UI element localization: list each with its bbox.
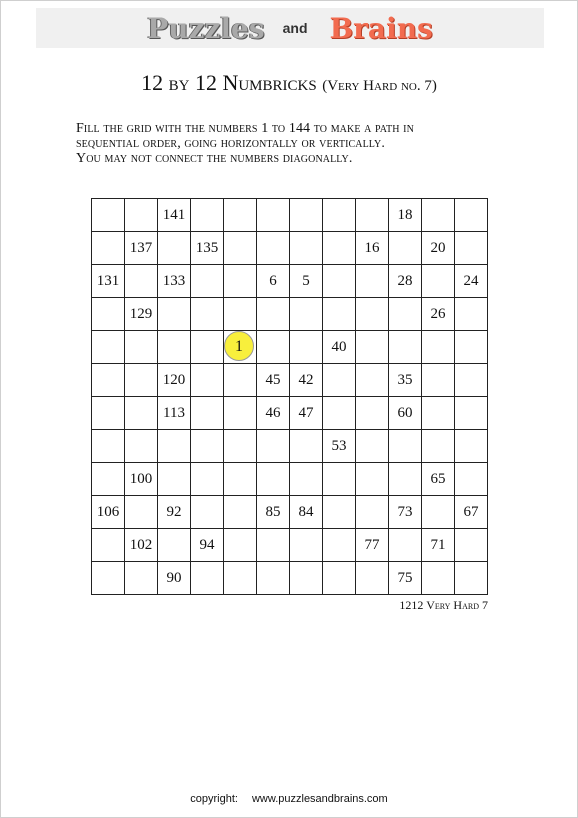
grid-cell-empty[interactable] — [422, 430, 455, 463]
grid-row — [92, 397, 488, 430]
grid-cell-empty[interactable] — [455, 562, 488, 595]
grid-cell-empty[interactable] — [290, 430, 323, 463]
grid-cell-empty[interactable] — [455, 430, 488, 463]
grid-cell-given: 113 — [158, 397, 191, 430]
grid-cell-empty[interactable] — [323, 529, 356, 562]
grid-cell-empty[interactable] — [191, 364, 224, 397]
grid-cell-empty[interactable] — [290, 232, 323, 265]
grid-cell-empty[interactable] — [224, 430, 257, 463]
grid-cell-empty[interactable] — [389, 529, 422, 562]
grid-cell-empty[interactable] — [356, 397, 389, 430]
grid-cell-empty[interactable] — [224, 463, 257, 496]
grid-row — [92, 265, 488, 298]
brand-and-text: and — [282, 20, 308, 36]
grid-cell-empty[interactable] — [191, 496, 224, 529]
grid-cell-empty[interactable] — [125, 496, 158, 529]
grid-cell-empty[interactable] — [158, 331, 191, 364]
grid-cell-given: 102 — [125, 529, 158, 562]
grid-cell-given: 75 — [389, 562, 422, 595]
grid-cell-given: 42 — [290, 364, 323, 397]
grid-cell-empty[interactable] — [158, 463, 191, 496]
grid-cell-empty[interactable] — [356, 298, 389, 331]
grid-cell-empty[interactable] — [422, 331, 455, 364]
brand-brains-logo: Brains — [329, 11, 433, 45]
grid-cell-empty[interactable] — [389, 463, 422, 496]
title-sub: (Very Hard no. 7) — [322, 78, 437, 94]
brand-banner — [36, 8, 544, 48]
grid-cell-given: 5 — [290, 265, 323, 298]
grid-cell-empty[interactable] — [224, 496, 257, 529]
grid-cell-empty[interactable] — [455, 364, 488, 397]
grid-cell-empty[interactable] — [92, 463, 125, 496]
grid-cell-empty[interactable] — [224, 364, 257, 397]
grid-cell-empty[interactable] — [257, 529, 290, 562]
grid-cell-empty[interactable] — [224, 298, 257, 331]
grid-cell-empty[interactable] — [323, 199, 356, 232]
grid-cell-given: 18 — [389, 199, 422, 232]
grid-cell-given: 129 — [125, 298, 158, 331]
grid-cell-given: 60 — [389, 397, 422, 430]
grid-cell-empty[interactable] — [224, 562, 257, 595]
grid-cell-empty[interactable] — [191, 298, 224, 331]
grid-cell-empty[interactable] — [290, 331, 323, 364]
grid-cell-empty[interactable] — [323, 463, 356, 496]
grid-cell-given: 24 — [455, 265, 488, 298]
grid-cell-empty[interactable] — [356, 463, 389, 496]
grid-cell-empty[interactable] — [257, 463, 290, 496]
grid-cell-empty[interactable] — [191, 199, 224, 232]
grid-cell-given: 100 — [125, 463, 158, 496]
start-number-circle: 1 — [224, 331, 254, 361]
grid-cell-empty[interactable] — [224, 529, 257, 562]
grid-cell-empty[interactable] — [290, 562, 323, 595]
grid-row — [92, 199, 488, 232]
grid-row — [92, 232, 488, 265]
grid-cell-given: 35 — [389, 364, 422, 397]
grid-cell-empty[interactable] — [125, 199, 158, 232]
grid-cell-empty[interactable] — [125, 265, 158, 298]
grid-cell-given: 47 — [290, 397, 323, 430]
grid-cell-empty[interactable] — [389, 232, 422, 265]
grid-row — [92, 331, 488, 364]
grid-cell-empty[interactable] — [290, 463, 323, 496]
grid-cell-given: 135 — [191, 232, 224, 265]
grid-cell-empty[interactable] — [389, 430, 422, 463]
grid-cell-empty[interactable] — [257, 430, 290, 463]
title-main: 12 by 12 Numbricks — [141, 70, 317, 95]
grid-cell-empty[interactable] — [125, 430, 158, 463]
grid-cell-given: 26 — [422, 298, 455, 331]
copyright-footer — [0, 793, 578, 805]
grid-cell-empty[interactable] — [92, 199, 125, 232]
grid-cell-empty[interactable] — [422, 265, 455, 298]
grid-cell-empty[interactable] — [92, 529, 125, 562]
grid-cell-empty[interactable] — [191, 397, 224, 430]
grid-cell-empty[interactable] — [356, 562, 389, 595]
grid-cell-given: 84 — [290, 496, 323, 529]
grid-cell-given: 85 — [257, 496, 290, 529]
grid-cell-empty[interactable] — [455, 298, 488, 331]
grid-cell-empty[interactable] — [290, 298, 323, 331]
grid-cell-empty[interactable] — [455, 232, 488, 265]
grid-cell-empty[interactable] — [125, 562, 158, 595]
grid-cell-given: 133 — [158, 265, 191, 298]
copyright-url[interactable]: www.puzzlesandbrains.com — [251, 793, 388, 805]
grid-cell-empty[interactable] — [257, 199, 290, 232]
grid-cell-given: 71 — [422, 529, 455, 562]
grid-cell-empty[interactable] — [323, 232, 356, 265]
grid-cell-empty[interactable] — [455, 463, 488, 496]
grid-cell-empty[interactable] — [257, 562, 290, 595]
grid-row — [92, 529, 488, 562]
grid-cell-given: 16 — [356, 232, 389, 265]
grid-cell-given: 137 — [125, 232, 158, 265]
copyright-label: copyright: — [190, 793, 238, 805]
grid-cell-empty[interactable] — [92, 430, 125, 463]
grid-row — [92, 562, 488, 595]
grid-cell-given: 6 — [257, 265, 290, 298]
grid-cell-empty[interactable] — [389, 298, 422, 331]
grid-cell-empty[interactable] — [356, 364, 389, 397]
grid-cell-given: 67 — [455, 496, 488, 529]
grid-cell-given: 106 — [92, 496, 125, 529]
grid-cell-empty[interactable] — [323, 562, 356, 595]
grid-row — [92, 298, 488, 331]
grid-cell-given: 20 — [422, 232, 455, 265]
grid-cell-empty[interactable] — [356, 199, 389, 232]
grid-row — [92, 463, 488, 496]
grid-cell-given: 120 — [158, 364, 191, 397]
grid-cell-empty[interactable] — [422, 364, 455, 397]
grid-cell-empty[interactable] — [389, 331, 422, 364]
grid-cell-empty[interactable] — [191, 463, 224, 496]
grid-cell-given: 53 — [323, 430, 356, 463]
grid-cell-empty[interactable] — [158, 232, 191, 265]
grid-cell-empty[interactable] — [356, 496, 389, 529]
grid-cell-empty[interactable] — [92, 298, 125, 331]
grid-cell-given: 94 — [191, 529, 224, 562]
puzzle-code: 1212 Very Hard 7 — [399, 598, 488, 612]
grid-cell-given: 90 — [158, 562, 191, 595]
grid-cell-empty[interactable] — [158, 298, 191, 331]
grid-cell-empty[interactable] — [92, 232, 125, 265]
grid-cell-empty[interactable] — [257, 331, 290, 364]
grid-cell-empty[interactable] — [158, 430, 191, 463]
grid-cell-empty[interactable] — [224, 232, 257, 265]
grid-cell-empty[interactable] — [92, 331, 125, 364]
page-title — [0, 70, 578, 96]
grid-cell-given: 73 — [389, 496, 422, 529]
grid-cell-empty[interactable] — [224, 265, 257, 298]
grid-cell-empty[interactable] — [92, 364, 125, 397]
grid-cell-empty[interactable] — [455, 397, 488, 430]
grid-cell-empty[interactable] — [356, 430, 389, 463]
grid-cell-given: 141 — [158, 199, 191, 232]
grid-cell-empty[interactable] — [323, 496, 356, 529]
grid-cell-empty[interactable] — [290, 199, 323, 232]
grid-cell-empty[interactable] — [422, 496, 455, 529]
grid-cell-empty[interactable] — [323, 397, 356, 430]
grid-cell-empty[interactable] — [323, 298, 356, 331]
grid-cell-empty[interactable] — [92, 397, 125, 430]
instruction-line: You may not connect the numbers diagonally. — [76, 151, 353, 166]
grid-cell-given: 131 — [92, 265, 125, 298]
instruction-line: Fill the grid with the numbers 1 to 144 to make a path in — [76, 121, 414, 136]
grid-row — [92, 496, 488, 529]
grid-cell-empty[interactable] — [257, 232, 290, 265]
grid-cell-empty[interactable] — [224, 199, 257, 232]
grid-cell-given: 77 — [356, 529, 389, 562]
grid-cell-empty[interactable] — [92, 562, 125, 595]
grid-cell-empty[interactable] — [191, 265, 224, 298]
grid-cell-given: 45 — [257, 364, 290, 397]
grid-cell-empty[interactable] — [455, 331, 488, 364]
grid-cell-empty[interactable] — [455, 199, 488, 232]
grid-cell-empty[interactable] — [191, 430, 224, 463]
grid-cell-given: 40 — [323, 331, 356, 364]
grid-cell-given: 46 — [257, 397, 290, 430]
grid-cell-empty[interactable] — [455, 529, 488, 562]
grid-cell-empty[interactable] — [290, 529, 323, 562]
instructions — [76, 121, 546, 166]
grid-cell-empty[interactable] — [125, 364, 158, 397]
grid-row — [92, 364, 488, 397]
grid-cell-empty[interactable] — [224, 397, 257, 430]
grid-cell-empty[interactable] — [158, 529, 191, 562]
grid-cell-empty[interactable] — [356, 331, 389, 364]
grid-cell-given: 92 — [158, 496, 191, 529]
brand-puzzles-logo: Puzzles — [147, 11, 265, 45]
grid-cell-empty[interactable] — [191, 562, 224, 595]
grid-cell-empty[interactable] — [125, 397, 158, 430]
grid-cell-empty[interactable] — [125, 331, 158, 364]
puzzle-grid — [91, 198, 488, 595]
grid-cell-given — [224, 331, 257, 364]
grid-row — [92, 430, 488, 463]
grid-cell-empty[interactable] — [422, 397, 455, 430]
grid-cell-given: 28 — [389, 265, 422, 298]
grid-cell-empty[interactable] — [191, 331, 224, 364]
instruction-line: sequential order, going horizontally or vertically. — [76, 136, 385, 151]
grid-cell-empty[interactable] — [422, 199, 455, 232]
grid-cell-empty[interactable] — [323, 265, 356, 298]
grid-cell-empty[interactable] — [257, 298, 290, 331]
grid-cell-empty[interactable] — [323, 364, 356, 397]
grid-cell-empty[interactable] — [422, 562, 455, 595]
grid-cell-empty[interactable] — [356, 265, 389, 298]
grid-cell-given: 65 — [422, 463, 455, 496]
